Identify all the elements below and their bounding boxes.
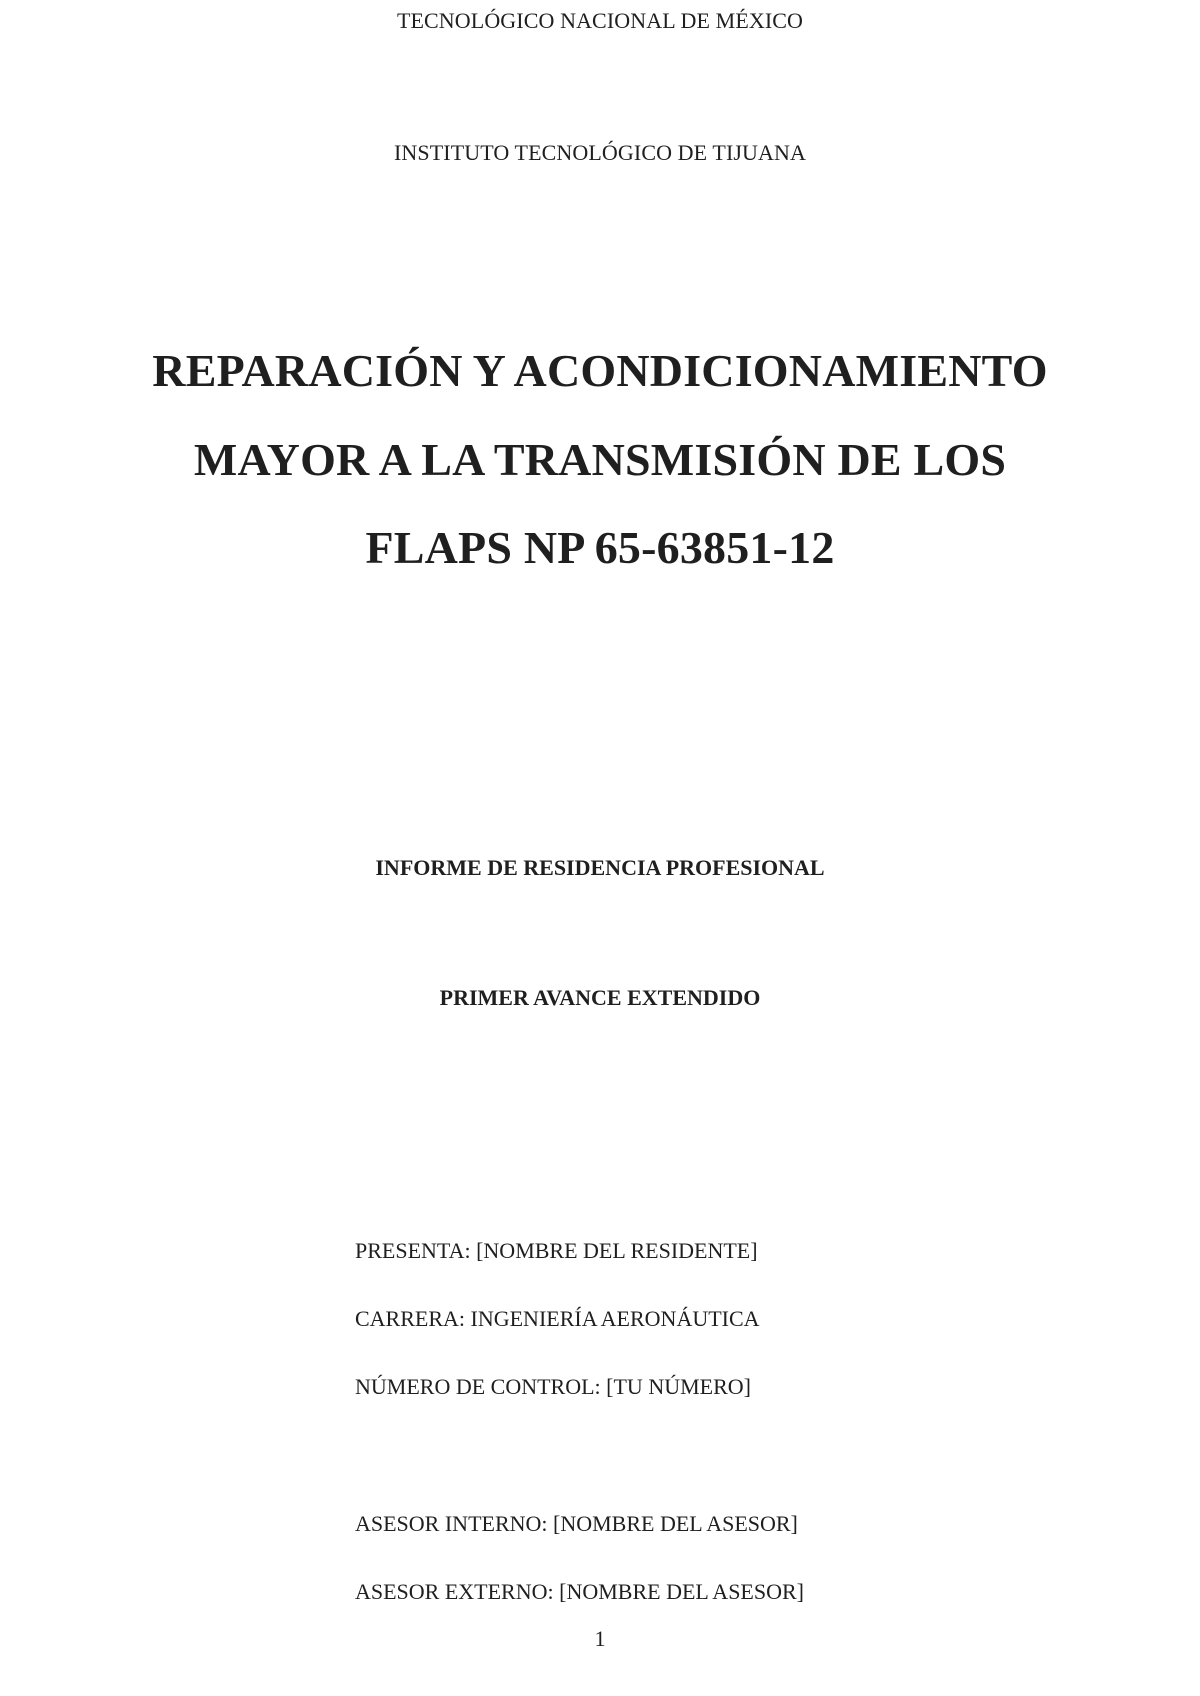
title-line-1: REPARACIÓN Y ACONDICIONAMIENTO xyxy=(152,345,1048,396)
title-line-2: MAYOR A LA TRANSMISIÓN DE LOS xyxy=(193,434,1007,485)
external-advisor-line: ASESOR EXTERNO: [NOMBRE DEL ASESOR] xyxy=(355,1579,804,1604)
student-name-line: PRESENTA: [NOMBRE DEL RESIDENTE] xyxy=(355,1238,758,1263)
internal-advisor-line: ASESOR INTERNO: [NOMBRE DEL ASESOR] xyxy=(355,1511,798,1536)
report-type: INFORME DE RESIDENCIA PROFESIONAL xyxy=(375,855,825,880)
career-line: CARRERA: INGENIERÍA AERONÁUTICA xyxy=(355,1306,760,1331)
page-number: 1 xyxy=(594,1626,606,1651)
report-stage: PRIMER AVANCE EXTENDIDO xyxy=(439,985,761,1010)
institute-header: INSTITUTO TECNOLÓGICO DE TIJUANA xyxy=(393,140,806,165)
control-number-line: NÚMERO DE CONTROL: [TU NÚMERO] xyxy=(355,1374,751,1399)
title-line-3: FLAPS NP 65-63851-12 xyxy=(365,522,835,573)
national-header: TECNOLÓGICO NACIONAL DE MÉXICO xyxy=(396,8,804,33)
